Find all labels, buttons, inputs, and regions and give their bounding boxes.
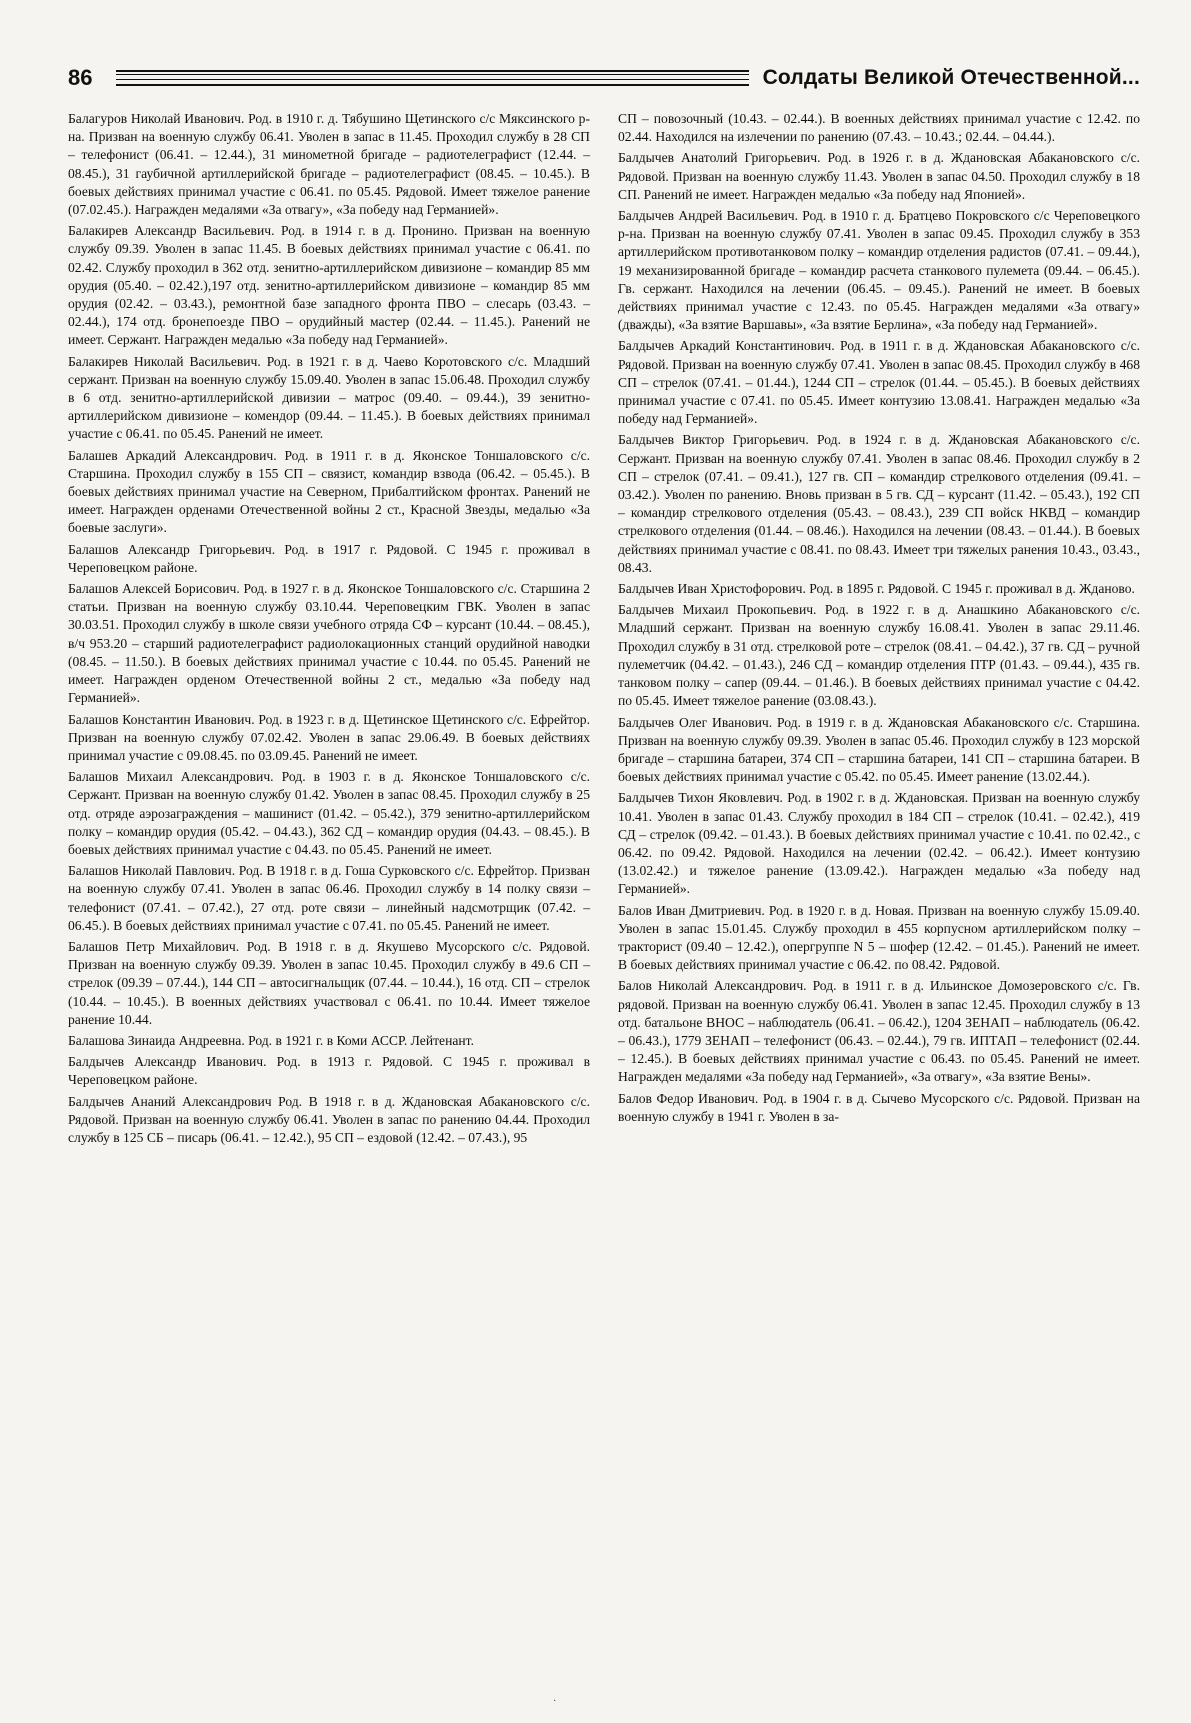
entry: СП – повозочный (10.43. – 02.44.). В военных действиях принимал участие с 12.42. по 02.44. Находился на излечении по ранению (07.43. – 10.43.; 02.44. – 04.44.).	[618, 111, 1140, 145]
left-column	[68, 110, 590, 1680]
entry: Балдычев Тихон Яковлевич. Род. в 1902 г. в д. Ждановская. Призван на военную службу 10.41. Уволен в запас 01.43. Службу проходил в 184 СП – стрелок (10.41. – 02.42.), 419 СД – стрелок (09.42. – 01.43.). В боевых действиях принимал участие с 10.41. по 02.42., с 06.42. по 09.42. Рядовой. Находился на лечении (02.42. – 06.42.). Имеет контузию (13.02.42.) и тяжелое ранение (13.09.42.). Награжден медалью «За победу над Германией».	[618, 790, 1140, 897]
entry: Балдычев Александр Иванович. Род. в 1913 г. Рядовой. С 1945 г. проживал в Череповецком районе.	[68, 1054, 590, 1088]
entry: Балакирев Александр Васильевич. Род. в 1914 г. в д. Пронино. Призван на военную службу 09.39. Уволен в запас 11.45. В боевых действиях принимал участие с 06.41. по 02.42. Службу проходил в 362 отд. зенитно-артиллерийском дивизионе – командир 85 мм орудия (05.40. – 02.42.),197 отд. зенитно-артиллерийском дивизионе – командир 85 мм орудия (02.42. – 03.43.), ремонтной базе западного фронта ПВО – слесарь (03.43. – 02.44.), 174 отд. бронепоезде ПВО – орудийный мастер (02.44. – 11.45.). Ранений не имеет. Сержант. Награжден медалью «За победу над Германией».	[68, 223, 590, 348]
entry: Балов Иван Дмитриевич. Род. в 1920 г. в д. Новая. Призван на военную службу 15.09.40. Уволен в запас 15.01.45. Службу проходил в 455 корпусном артиллерийском полку – тракторист (09.40 – 12.42.), опергруппе N 5 – шофер (12.42. – 01.45.). Ранений не имеет. В боевых действиях принимал участие с 06.42. по 08.42. Рядовой.	[618, 902, 1140, 973]
entry: Балашов Петр Михайлович. Род. В 1918 г. в д. Якушево Мусорского с/с. Рядовой. Призван на военную службу 09.39. Уволен в запас 10.45. Проходил службу в 49.6 СП – стрелок (09.39 – 07.44.), 144 СП – автосигнальщик (07.44. – 10.44.), 16 отд. СП – стрелок (10.44. – 10.45.). В военных действиях участвовал с 06.41. по 10.44. Имеет тяжелое ранение 10.44.	[68, 938, 590, 1027]
entry: Балагуров Николай Иванович. Род. в 1910 г. д. Тябушино Щетинского с/с Мяксинского р-на. Призван на военную службу 06.41. Уволен в запас в 11.45. Проходил службу в 28 СП – телефонист (06.41. – 12.44.), 31 минометной бригаде – радиотелеграфист (12.44. – 08.45.), 31 гаубичной артиллерийской бригаде – радиотелеграфист (08.45. – 10.45.). В боевых действиях принимал участие с 06.41. по 05.45. Рядовой. Имеет тяжелое ранение (07.02.45.). Награжден медалями «За отвагу», «За победу над Германией».	[68, 111, 590, 218]
entry: Балдычев Виктор Григорьевич. Род. в 1924 г. в д. Ждановская Абакановского с/с. Сержант. Призван на военную службу 07.41. Уволен в запас 08.46. Проходил службу в 2 СП – стрелок (07.41. – 09.41.), 127 гв. СП – командир стрелкового отделения (09.41. – 03.42.). Уволен по ранению. Вновь призван в 5 гв. СД – курсант (11.42. – 05.43.), 192 СП – командир стрелкового отделения (05.43. – 08.43.), 239 СП войск НКВД – командир стрелкового отделения (01.44. – 08.46.). Находился на лечении (08.43. – 01.44.). В боевых действиях принимал участие с 08.41. по 08.43. Имеет три тяжелых ранения 10.43., 03.43., 08.43.	[618, 432, 1140, 575]
entry: Балашов Константин Иванович. Род. в 1923 г. в д. Щетинское Щетинского с/с. Ефрейтор. Призван на военную службу 07.02.42. Уволен в запас 29.06.49. В боевых действиях принимал участие с 09.08.45. по 03.09.45. Ранений не имеет.	[68, 711, 590, 763]
entry: Балашев Аркадий Александрович. Род. в 1911 г. в д. Яконское Тоншаловского с/с. Старшина. Проходил службу в 155 СП – связист, командир взвода (06.42. – 05.45.). В боевых действиях принимал участие на Северном, Прибалтийском фронтах. Ранений не имеет. Награжден орденами Отечественной войны 2 ст., Красной Звезды, медалью «За боевые заслуги».	[68, 447, 590, 536]
entry: Балдычев Олег Иванович. Род. в 1919 г. в д. Ждановская Абакановского с/с. Старшина. Призван на военную службу 09.39. Уволен в запас 05.46. Проходил службу в 123 морской бригаде – старшина батареи, 374 СП – старшина батареи, 141 СП – старшина батареи. В боевых действиях принимал участие с 05.42. по 05.45. Имеет ранение (13.02.44.).	[618, 714, 1140, 785]
entry: Балашов Александр Григорьевич. Род. в 1917 г. Рядовой. С 1945 г. проживал в Череповецком районе.	[68, 541, 590, 575]
entry: Балдычев Анатолий Григорьевич. Род. в 1926 г. в д. Ждановская Абакановского с/с. Рядовой. Призван на военную службу 11.43. Уволен в запас 04.50. Проходил службу в 18 СП. Ранений не имеет. Награжден медалью «За победу над Японией».	[618, 150, 1140, 202]
entry: Балашов Михаил Александрович. Род. в 1903 г. в д. Яконское Тоншаловского с/с. Сержант. Призван на военную службу 01.42. Уволен в запас 08.45. Проходил службу в 25 отд. отряде аэрозаграждения – машинист (01.42. – 05.42.), 379 зенитно-артиллерийском полку – командир орудия (05.42. – 04.43.), 362 СД – командир орудия (04.43. – 08.45.). В боевых действиях принимал участие с 04.43. по 05.45. Ранений не имеет.	[68, 769, 590, 857]
print-dot: ·	[553, 1696, 557, 1707]
running-title: Солдаты Великой Отечественной...	[762, 66, 1140, 89]
entry: Балдычев Андрей Васильевич. Род. в 1910 г. д. Братцево Покровского с/с Череповецкого р-на. Призван на военную службу 07.41. Уволен в запас 09.45. Проходил службу в 353 артиллерийском противотанковом полку – командир отделения радистов (07.41. – 09.44.), 19 механизированной бригаде – командир расчета станкового пулемета (09.44. – 06.45.). Гв. сержант. Находился на лечении (06.45. – 09.45.). Ранений не имеет. В боевых действиях принимал участие с 12.43. по 05.45. Награжден медалями «За отвагу» (дважды), «За взятие Варшавы», «За взятие Берлина», «За победу над Германией».	[618, 208, 1140, 333]
entry: Балашов Алексей Борисович. Род. в 1927 г. в д. Яконское Тоншаловского с/с. Старшина 2 статьи. Призван на военную службу 03.10.44. Череповецким ГВК. Уволен в запас 30.03.51. Проходил службу в школе связи учебного отряда СФ – курсант (10.44. – 08.45.), в/ч 953.20 – старший радиотелеграфист радиолокационных станций орудийной наводки (08.45. – 11.50.). В боевых действиях принимал участие с 10.44. по 05.45. Ранений не имеет. Награжден орденом Отечественной войны 2 ст., медалью «За победу над Германией».	[68, 581, 590, 706]
entry: Балдычев Аркадий Константинович. Род. в 1911 г. в д. Ждановская Абакановского с/с. Рядовой. Призван на военную службу 07.41. Уволен в запас 08.45. Проходил службу в 468 СП – стрелок (07.41. – 01.44.), 1244 СП – стрелок (01.44. – 05.45.). В боевых действиях принимал участие с 07.41. по 05.45. Имеет контузию 13.08.41. Награжден медалью «За победу над Германией».	[618, 338, 1140, 427]
entry: Балов Николай Александрович. Род. в 1911 г. в д. Ильинское Домозеровского с/с. Гв. рядовой. Призван на военную службу 06.41. Уволен в запас 12.45. Проходил службу в 13 отд. батальоне ВНОС – наблюдатель (06.41. – 06.42.), 1204 ЗЕНАП – наблюдатель (06.42. – 06.43.), 1779 ЗЕНАП – телефонист (06.43. – 02.44.), 79 гв. ИПТАП – телефонист (02.44. – 12.45.). В боевых действиях принимал участие с 06.43. по 05.45. Ранений не имеет. Награжден медалями «За победу над Германией», «За отвагу», «За взятие Вены».	[618, 978, 1140, 1085]
page-header	[68, 56, 1140, 100]
right-column	[618, 110, 1140, 1680]
page-number: 86	[68, 65, 93, 90]
entry: Балдычев Ананий Александрович Род. В 1918 г. в д. Ждановская Абакановского с/с. Рядовой. Призван на военную службу 06.41. Уволен в запас по ранению 04.44. Проходил службу в 125 СБ – писарь (06.41. – 12.42.), 95 СП – ездовой (12.42. – 07.43.), 95	[68, 1093, 590, 1145]
entry: Балов Федор Иванович. Род. в 1904 г. в д. Сычево Мусорского с/с. Рядовой. Призван на военную службу в 1941 г. Уволен в за-	[618, 1090, 1140, 1124]
text-columns	[68, 110, 1140, 1680]
entry: Балакирев Николай Васильевич. Род. в 1921 г. в д. Чаево Коротовского с/с. Младший сержант. Призван на военную службу 15.09.40. Уволен в запас 15.06.48. Проходил службу в 6 отд. зенитно-артиллерийской дивизии – матрос (09.40. – 09.44.), 39 зенитно-артиллерийском дивизионе – комендор (09.44. – 11.45.). В боевых действиях принимал участие с 06.41. по 05.45. Ранений не имеет.	[68, 353, 590, 442]
entry: Балашова Зинаида Андреевна. Род. в 1921 г. в Коми АССР. Лейтенант.	[68, 1032, 474, 1048]
entry: Балдычев Михаил Прокопьевич. Род. в 1922 г. в д. Анашкино Абакановского с/с. Младший сержант. Призван на военную службу 16.08.41. Уволен в запас 29.11.46. Проходил службу в 31 отд. стрелковой роте – стрелок (08.41. – 04.42.), 37 гв. СД – ручной пулеметчик (04.42. – 01.43.), 246 СД – командир отделения ПТР (01.43. – 09.44.), 435 гв. танковом полку – сапер (09.44. – 01.46.). В боевых действиях принимал участие с 04.42. по 05.45. Имеет тяжелое ранение (03.08.43.).	[618, 602, 1140, 709]
entry: Балашов Николай Павлович. Род. В 1918 г. в д. Гоша Сурковского с/с. Ефрейтор. Призван на военную службу 07.41. Уволен в запас 06.46. Проходил службу в 14 полку связи – телефонист (07.41. – 07.42.), 27 отд. роте связи – линейный надсмотрщик (07.42. – 06.45.). В боевых действиях принимал участие с 07.41. по 05.45. Ранений не имеет.	[68, 863, 590, 933]
header-rule	[116, 70, 749, 86]
entry: Балдычев Иван Христофорович. Род. в 1895 г. Рядовой. С 1945 г. проживал в д. Жданово.	[618, 581, 1135, 597]
